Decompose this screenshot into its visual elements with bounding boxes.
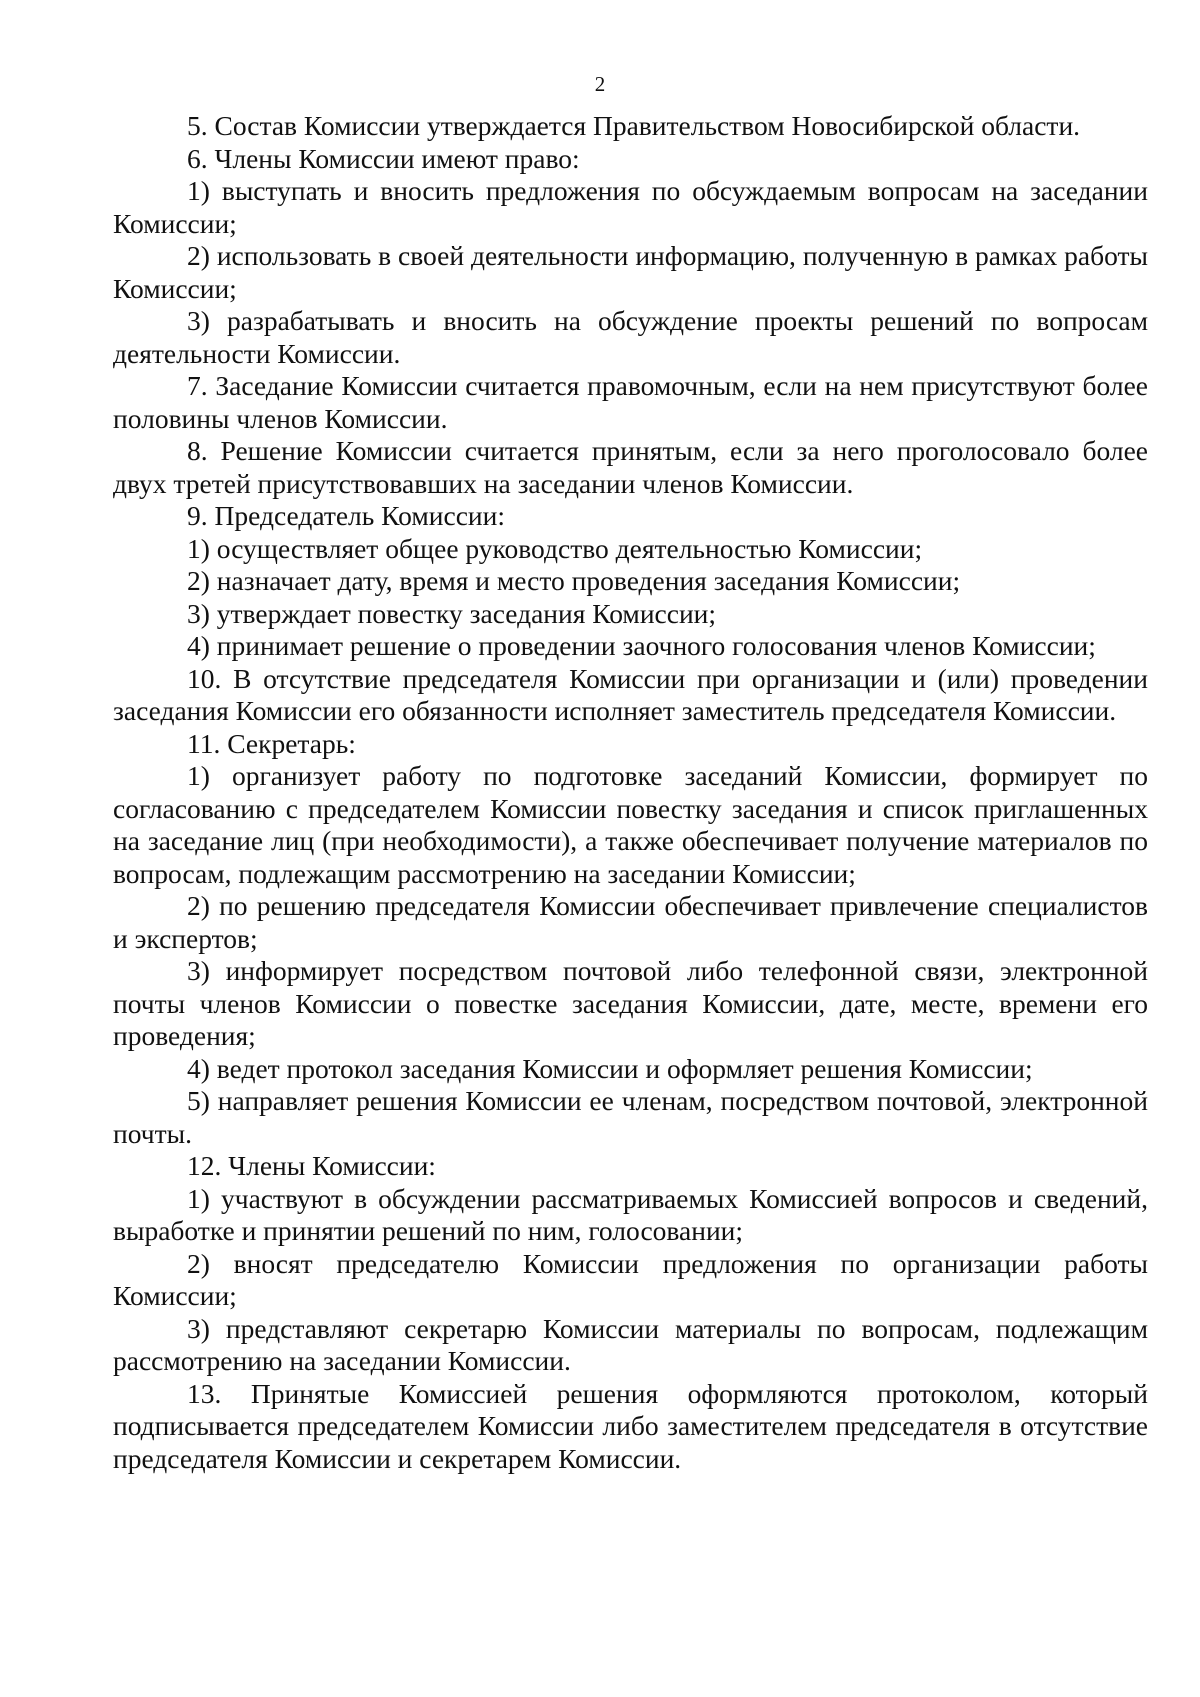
paragraph-11-item-2: 2) по решению председателя Комиссии обеспечивает привлечение специалистов и экспертов; xyxy=(113,890,1148,954)
paragraph-12-item-2: 2) вносят председателю Комиссии предложения по организации работы Комиссии; xyxy=(113,1247,1148,1311)
paragraph-11-item-5: 5) направляет решения Комиссии ее членам, посредством почтовой, электронной почты. xyxy=(113,1085,1148,1149)
paragraph-6-item-3: 3) разрабатывать и вносить на обсуждение проекты решений по вопросам деятельности Комиссии. xyxy=(113,305,1148,369)
paragraph-12: 12. Члены Комиссии: xyxy=(187,1150,436,1181)
paragraph-12-item-3: 3) представляют секретарю Комиссии материалы по вопросам, подлежащим рассмотрению на заседании Комиссии. xyxy=(113,1312,1148,1376)
paragraph-6: 6. Члены Комиссии имеют право: xyxy=(187,142,580,174)
paragraph-10: 10. В отсутствие председателя Комиссии при организации и (или) проведении заседания Комиссии его обязанности исполняет заместитель председателя Комиссии. xyxy=(113,662,1148,726)
paragraph-11-item-1: 1) организует работу по подготовке заседаний Комиссии, формирует по согласованию с председателем Комиссии повестку заседания и список приглашенных на заседание лиц (при необходимости), а также обеспечивает получение материалов по вопросам, подлежащим рассмотрению на заседании Комиссии; xyxy=(113,760,1148,889)
paragraph-8: 8. Решение Комиссии считается принятым, если за него проголосовало более двух третей присутствовавших на заседании членов Комиссии. xyxy=(113,435,1148,499)
paragraph-11-item-3: 3) информирует посредством почтовой либо телефонной связи, электронной почты членов Комиссии о повестке заседания Комиссии, дате, месте, времени его проведения; xyxy=(113,955,1148,1051)
paragraph-9-item-4: 4) принимает решение о проведении заочного голосования членов Комиссии; xyxy=(187,630,1096,661)
paragraph-9-item-2: 2) назначает дату, время и место проведения заседания Комиссии; xyxy=(187,565,961,596)
paragraph-12-item-1: 1) участвуют в обсуждении рассматриваемых Комиссией вопросов и сведений, выработке и принятии решений по ним, голосовании; xyxy=(113,1182,1148,1246)
page-number: 2 xyxy=(594,72,606,96)
paragraph-7: 7. Заседание Комиссии считается правомочным, если на нем присутствуют более половины членов Комиссии. xyxy=(113,370,1148,434)
paragraph-9-item-1: 1) осуществляет общее руководство деятельностью Комиссии; xyxy=(187,532,923,564)
paragraph-9: 9. Председатель Комиссии: xyxy=(187,500,505,531)
paragraph-9-item-3: 3) утверждает повестку заседания Комиссии; xyxy=(187,597,717,629)
paragraph-5: 5. Состав Комиссии утверждается Правительством Новосибирской области. xyxy=(187,110,1081,141)
document-body xyxy=(113,110,1148,1475)
paragraph-13: 13. Принятые Комиссией решения оформляются протоколом, который подписывается председателем Комиссии либо заместителем председателя в отсутствие председателя Комиссии и секретарем Комиссии. xyxy=(113,1377,1148,1474)
paragraph-6-item-2: 2) использовать в своей деятельности информацию, полученную в рамках работы Комиссии; xyxy=(113,240,1148,304)
paragraph-11-item-4: 4) ведет протокол заседания Комиссии и оформляет решения Комиссии; xyxy=(187,1052,1033,1084)
paragraph-11: 11. Секретарь: xyxy=(187,727,356,759)
paragraph-6-item-1: 1) выступать и вносить предложения по обсуждаемым вопросам на заседании Комиссии; xyxy=(113,175,1148,239)
